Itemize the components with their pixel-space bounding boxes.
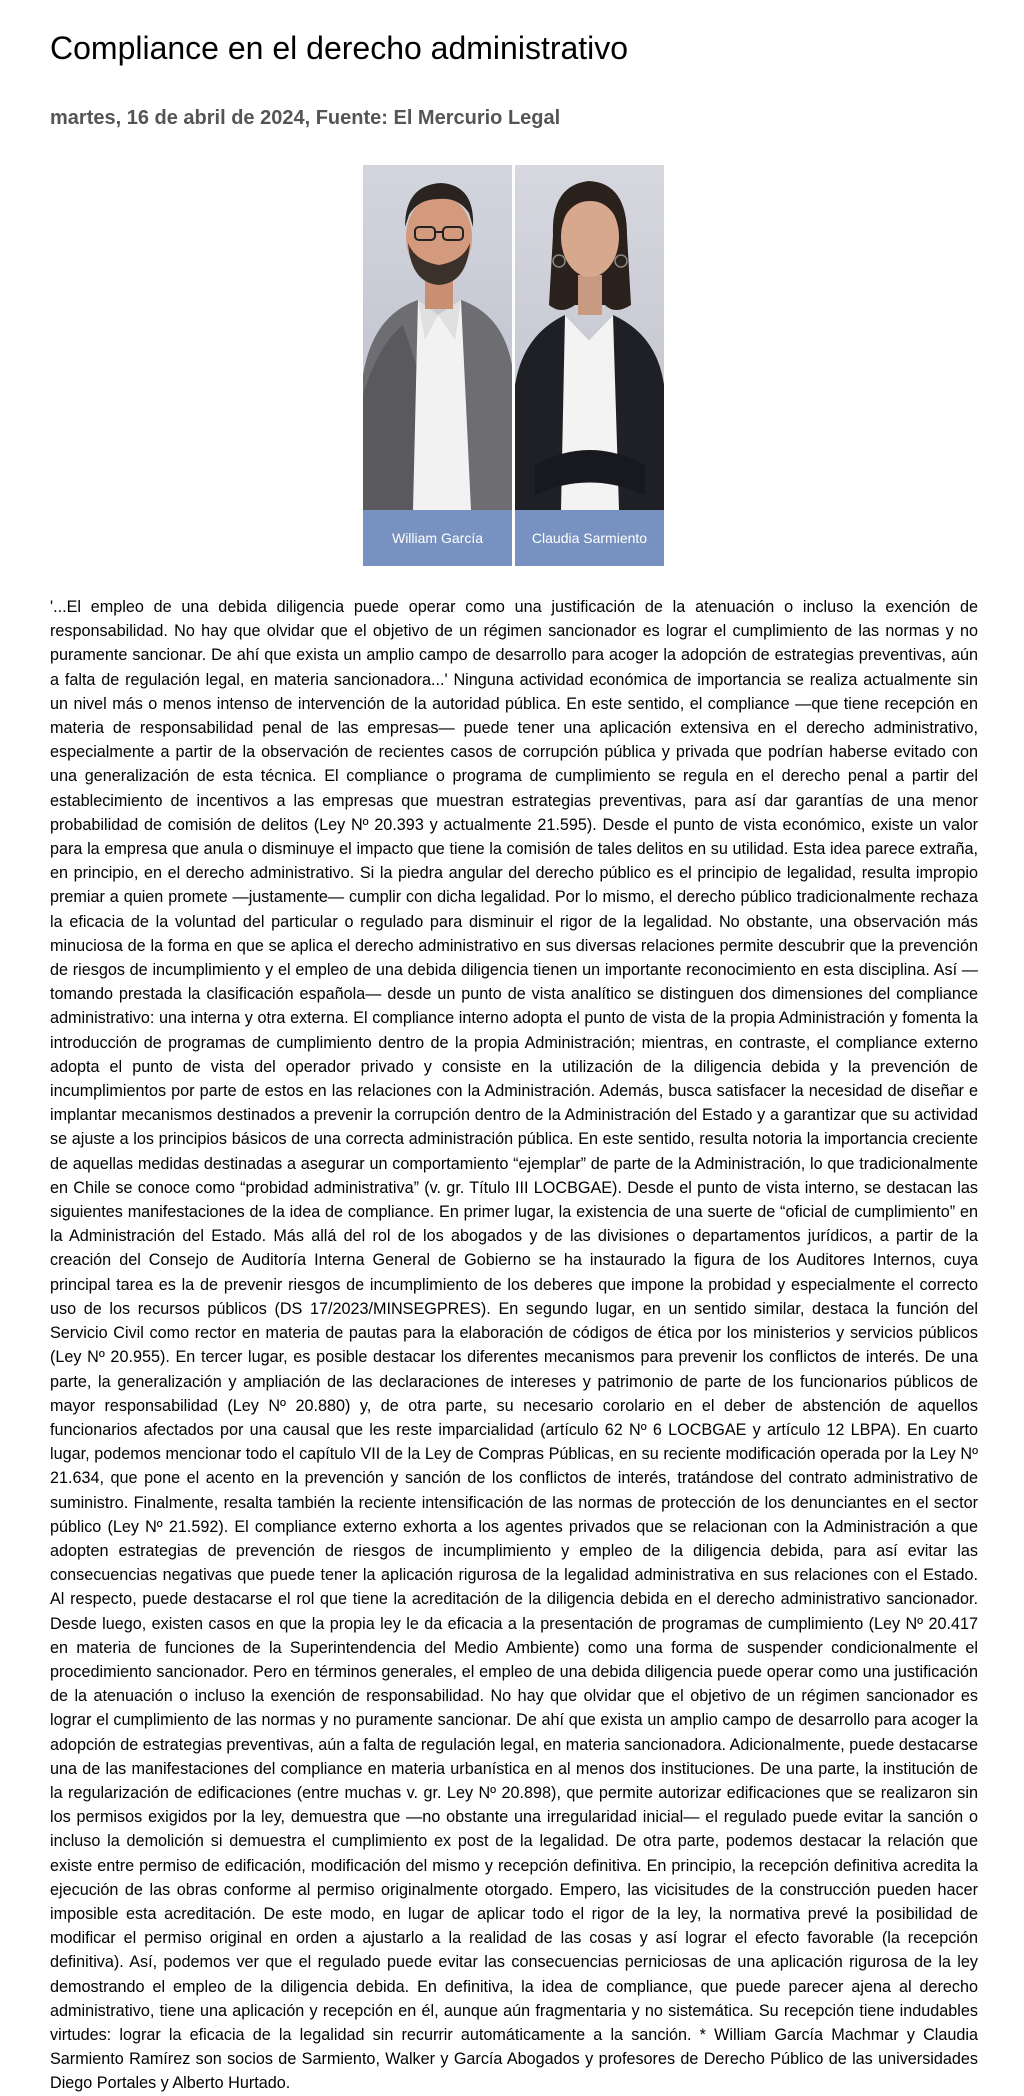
author-photos [363,165,664,566]
photo-caption-william: William García [363,510,512,566]
article-title: Compliance en el derecho administrativo [50,30,629,66]
article-body: '...El empleo de una debida diligencia puede operar como una justificación de la atenuación o incluso la exención de responsabilidad. No hay que olvidar que el objetivo de un régimen sancionador es lograr el cumplimiento de las normas y no puramente sancionar. De ahí que exista un amplio campo de desarrollo para acoger la adopción de estrategias preventivas, aún a falta de regulación legal, en materia sancionadora...' Ninguna actividad económica de importancia se realiza actualmente sin un nivel más o menos intenso de intervención de la autoridad pública. En este sentido, el compliance —que tiene recepción en materia de responsabilidad penal de las empresas— puede tener una aplicación extensiva en el derecho administrativo, especialmente a partir de la observación de recientes casos de corrupción pública y privada que podrían haberse evitado con una generalización de esta técnica. El compliance o programa de cumplimiento se regula en el derecho penal a partir del establecimiento de incentivos a las empresas que muestran estrategias preventivas, para así dar garantías de una menor probabilidad de comisión de delitos (Ley Nº 20.393 y actualmente 21.595). Desde el punto de vista económico, existe un valor para la empresa que anula o disminuye el impacto que tiene la comisión de tales delitos en su utilidad. Esta idea parece extraña, en principio, en el derecho administrativo. Si la piedra angular del derecho público es el principio de legalidad, resulta impropio premiar a quien promete —justamente— cumplir con dicha legalidad. Por lo mismo, el derecho público tradicionalmente rechaza la eficacia de la voluntad del particular o regulado para disminuir el rigor de la legalidad. No obstante, una observación más minuciosa de la forma en que se aplica el derecho administrativo en sus diversas relaciones permite descubrir que la prevención de riesgos de incumplimiento y el empleo de una debida diligencia tienen un importante reconocimiento en esta disciplina. Así —tomando prestada la clasificación española— desde un punto de vista analítico se distinguen dos dimensiones del compliance administrativo: una interna y otra externa. El compliance interno adopta el punto de vista de la propia Administración y fomenta la introducción de programas de cumplimiento dentro de la propia Administración; mientras, en contraste, el compliance externo adopta el punto de vista del operador privado y consiste en la utilización de la diligencia debida y la prevención de incumplimientos por parte de estos en las relaciones con la Administración. Además, busca satisfacer la necesidad de diseñar e implantar mecanismos destinados a prevenir la corrupción dentro de la Administración del Estado y a garantizar que su actividad se ajuste a los principios básicos de una correcta administración pública. En este sentido, resulta notoria la importancia creciente de aquellas medidas destinadas a asegurar un comportamiento “ejemplar” de parte de la Administración, lo que tradicionalmente en Chile se conoce como “probidad administrativa” (v. gr. Título III LOCBGAE). Desde el punto de vista interno, se destacan las siguientes manifestaciones de la idea de compliance. En primer lugar, la existencia de una suerte de “oficial de cumplimiento” en la Administración del Estado. Más allá del rol de los abogados y de las divisiones o departamentos jurídicos, a partir de la creación del Consejo de Auditoría Interna General de Gobierno se ha instaurado la figura de los Auditores Internos, cuya principal tarea es la de prevenir riesgos de incumplimiento de los deberes que impone la probidad y especialmente el correcto uso de los recursos públicos (DS 17/2023/MINSEGPRES). En segundo lugar, en un sentido similar, destaca la función del Servicio Civil como rector en materia de pautas para la elaboración de códigos de ética por los ministerios y servicios públicos (Ley Nº 20.955). En tercer lugar, es posible destacar los diferentes mecanismos para prevenir los conflictos de interés. De una parte, la generalización y ampliación de las declaraciones de intereses y patrimonio de parte de los funcionarios públicos de mayor responsabilidad (Ley Nº 20.880) y, de otra parte, su necesario corolario en el deber de abstención de aquellos funcionarios afectados por una causal que les reste imparcialidad (artículo 62 Nº 6 LOCBGAE y artículo 12 LBPA). En cuarto lugar, podemos mencionar todo el capítulo VII de la Ley de Compras Públicas, en su reciente modificación operada por la Ley Nº 21.634, que pone el acento en la prevención y sanción de los conflictos de interés, tratándose del contrato administrativo de suministro. Finalmente, resalta también la reciente intensificación de las normas de protección de los denunciantes en el sector público (Ley Nº 21.592). El compliance externo exhorta a los agentes privados que se relacionan con la Administración a que adopten estrategias de prevención de riesgos de incumplimiento y empleo de la diligencia debida, para así evitar las consecuencias negativas que puede tener la aplicación rigurosa de la legalidad administrativa en sus relaciones con el Estado. Al respecto, puede destacarse el rol que tiene la acreditación de la diligencia debida en el derecho administrativo sancionador. Desde luego, existen casos en que la propia ley le da eficacia a la presentación de programas de cumplimiento (Ley Nº 20.417 en materia de funciones de la Superintendencia del Medio Ambiente) como una forma de suspender condicionalmente el procedimiento sancionador. Pero en términos generales, el empleo de una debida diligencia puede operar como una justificación de la atenuación o incluso la exención de responsabilidad. No hay que olvidar que el objetivo de un régimen sancionador es lograr el cumplimiento de las normas y no puramente sancionar. De ahí que exista un amplio campo de desarrollo para acoger la adopción de estrategias preventivas, aún a falta de regulación legal, en materia sancionadora. Adicionalmente, puede destacarse una de las manifestaciones del compliance en materia urbanística en al menos dos instituciones. De una parte, la institución de la regularización de edificaciones (entre muchas v. gr. Ley Nº 20.898), que permite autorizar edificaciones que se realizaron sin los permisos exigidos por la ley, demuestra que —no obstante una irregularidad inicial— el regulado puede evitar la sanción o incluso la demolición si demuestra el cumplimiento ex post de la legalidad. De otra parte, podemos destacar la relación que existe entre permiso de edificación, modificación del mismo y recepción definitiva. En principio, la recepción definitiva acredita la ejecución de las obras conforme al permiso originalmente otorgado. Empero, las vicisitudes de la construcción pueden hacer imposible esta acreditación. De este modo, en lugar de aplicar todo el rigor de la ley, la normativa prevé la posibilidad de modificar el permiso original en orden a ajustarlo a la realidad de las cosas y así lograr el efecto favorable (la recepción definitiva). Así, podemos ver que el regulado puede evitar las consecuencias perniciosas de una aplicación rigurosa de la ley demostrando el empleo de la diligencia debida. En definitiva, la idea de compliance, que puede parecer ajena al derecho administrativo, tiene una aplicación y recepción en él, aunque aún fragmentaria y no sistemática. Su recepción tiene indudables virtudes: lograr la eficacia de la legalidad sin recurrir automáticamente a la sanción. * William García Machmar y Claudia Sarmiento Ramírez son socios de Sarmiento, Walker y García Abogados y profesores de Derecho Público de las universidades Diego Portales y Alberto Hurtado. [50,598,978,2093]
author-photo-william [363,165,512,566]
man-portrait-icon [363,165,512,510]
photo-caption-claudia: Claudia Sarmiento [515,510,664,566]
article-dateline: martes, 16 de abril de 2024, Fuente: El Mercurio Legal [50,107,561,129]
author-photo-claudia [515,165,664,566]
woman-portrait-icon [515,165,664,510]
